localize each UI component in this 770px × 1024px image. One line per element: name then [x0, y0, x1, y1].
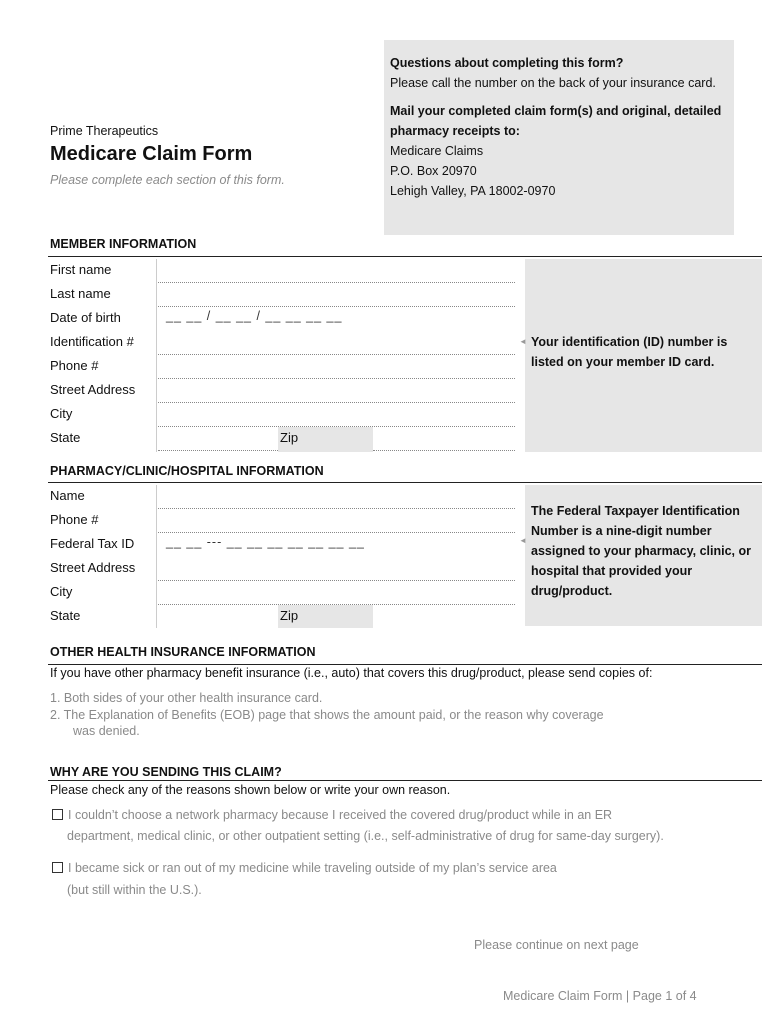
dob-field[interactable]	[158, 307, 515, 330]
first-name-label: First name	[50, 262, 112, 277]
pharmacy-street-field[interactable]	[158, 557, 515, 581]
pharmacy-state-field[interactable]	[158, 605, 278, 628]
other-insurance-item-2: 2. The Explanation of Benefits (EOB) page that shows the amount paid, or the reason why coverage	[50, 708, 604, 722]
last-name-field[interactable]	[158, 283, 515, 307]
reason-2-cont: (but still within the U.S.).	[67, 883, 202, 897]
member-dob-row	[48, 307, 762, 331]
member-state-row	[48, 427, 762, 451]
pharmacy-street-label: Street Address	[50, 560, 136, 575]
member-section-heading: MEMBER INFORMATION	[50, 237, 197, 251]
city-field[interactable]	[158, 403, 515, 427]
tax-id-label: Federal Tax ID	[50, 536, 135, 551]
page-subtitle: Please complete each section of this form.	[50, 173, 285, 187]
pharmacy-city-field[interactable]	[158, 581, 515, 605]
mail-heading: Mail your completed claim form(s) and original, detailed pharmacy receipts to:	[390, 104, 722, 138]
other-insurance-item-1: 1. Both sides of your other health insurance card.	[50, 691, 323, 705]
reason-2	[52, 858, 557, 879]
zip-field[interactable]	[373, 427, 515, 451]
reason-1	[52, 805, 612, 826]
pharmacy-city-label: City	[50, 584, 73, 599]
question-heading: Questions about completing this form?	[390, 56, 624, 70]
reason-2-text: I became sick or ran out of my medicine while traveling outside of my plan’s service area	[68, 861, 557, 875]
member-city-row	[48, 403, 762, 427]
pointer-arrow-icon: ◄	[519, 536, 527, 545]
reason-1-text: I couldn’t choose a network pharmacy because I received the covered drug/product while in an ER	[68, 808, 613, 822]
reason-2-checkbox[interactable]	[52, 862, 63, 873]
tax-id-placeholder: __ __ --- __ __ __ __ __ __ __	[166, 535, 365, 549]
continue-note: Please continue on next page	[474, 938, 639, 952]
address-line-3: Lehigh Valley, PA 18002-0970	[390, 184, 556, 198]
section-divider	[48, 664, 762, 665]
last-name-label: Last name	[50, 286, 111, 301]
id-field[interactable]	[158, 331, 515, 355]
contact-info-box	[384, 40, 734, 235]
address-line-2: P.O. Box 20970	[390, 164, 477, 178]
other-insurance-item-2-cont: was denied.	[73, 724, 140, 738]
member-street-row	[48, 379, 762, 403]
address-line-1: Medicare Claims	[390, 144, 484, 158]
reason-1-checkbox[interactable]	[52, 809, 63, 820]
pharmacy-phone-label: Phone #	[50, 512, 99, 527]
dob-label: Date of birth	[50, 310, 121, 325]
id-label: Identification #	[50, 334, 134, 349]
pharmacy-zip-label: Zip	[280, 608, 299, 623]
pointer-arrow-icon: ◄	[519, 337, 527, 346]
page-title: Medicare Claim Form	[50, 143, 253, 165]
pharmacy-phone-field[interactable]	[158, 509, 515, 533]
tax-id-field[interactable]	[158, 533, 515, 556]
pharmacy-state-label: State	[50, 608, 81, 623]
tax-id-note: The Federal Taxpayer Identification Number is a nine-digit number assigned to your pharmacy, clinic, or hospital that provided your drug/product.	[531, 504, 751, 598]
pharmacy-form	[48, 485, 762, 628]
reasons-heading: WHY ARE YOU SENDING THIS CLAIM?	[50, 765, 282, 779]
question-text: Please call the number on the back of your insurance card.	[390, 76, 716, 90]
page-footer: Medicare Claim Form | Page 1 of 4	[503, 989, 697, 1003]
reason-1-cont: department, medical clinic, or other outpatient setting (i.e., self-administrative of drug for same-day surgery).	[67, 829, 664, 843]
street-field[interactable]	[158, 379, 515, 403]
state-field[interactable]	[158, 427, 278, 451]
state-label: State	[50, 430, 81, 445]
section-divider	[48, 256, 762, 257]
section-divider	[48, 482, 762, 483]
phone-label: Phone #	[50, 358, 99, 373]
phone-field[interactable]	[158, 355, 515, 379]
section-divider	[48, 780, 762, 781]
pharmacy-state-row	[48, 605, 762, 629]
zip-label-text: Zip	[280, 430, 299, 445]
member-id-note: Your identification (ID) number is listed on your member ID card.	[531, 335, 728, 369]
first-name-field[interactable]	[158, 259, 515, 283]
member-form	[48, 259, 762, 452]
reasons-intro: Please check any of the reasons shown below or write your own reason.	[50, 783, 451, 797]
company-name: Prime Therapeutics	[50, 124, 159, 138]
pharmacy-section-heading: PHARMACY/CLINIC/HOSPITAL INFORMATION	[50, 464, 324, 478]
other-insurance-intro: If you have other pharmacy benefit insurance (i.e., auto) that covers this drug/product, please send copies of:	[50, 666, 653, 680]
dob-placeholder: __ __ / __ __ / __ __ __ __	[166, 309, 343, 323]
street-label: Street Address	[50, 382, 136, 397]
city-label: City	[50, 406, 73, 421]
member-first-name-row	[48, 259, 762, 283]
other-insurance-heading: OTHER HEALTH INSURANCE INFORMATION	[50, 645, 316, 659]
pharmacy-name-label: Name	[50, 488, 85, 503]
pharmacy-name-field[interactable]	[158, 485, 515, 509]
member-last-name-row	[48, 283, 762, 307]
